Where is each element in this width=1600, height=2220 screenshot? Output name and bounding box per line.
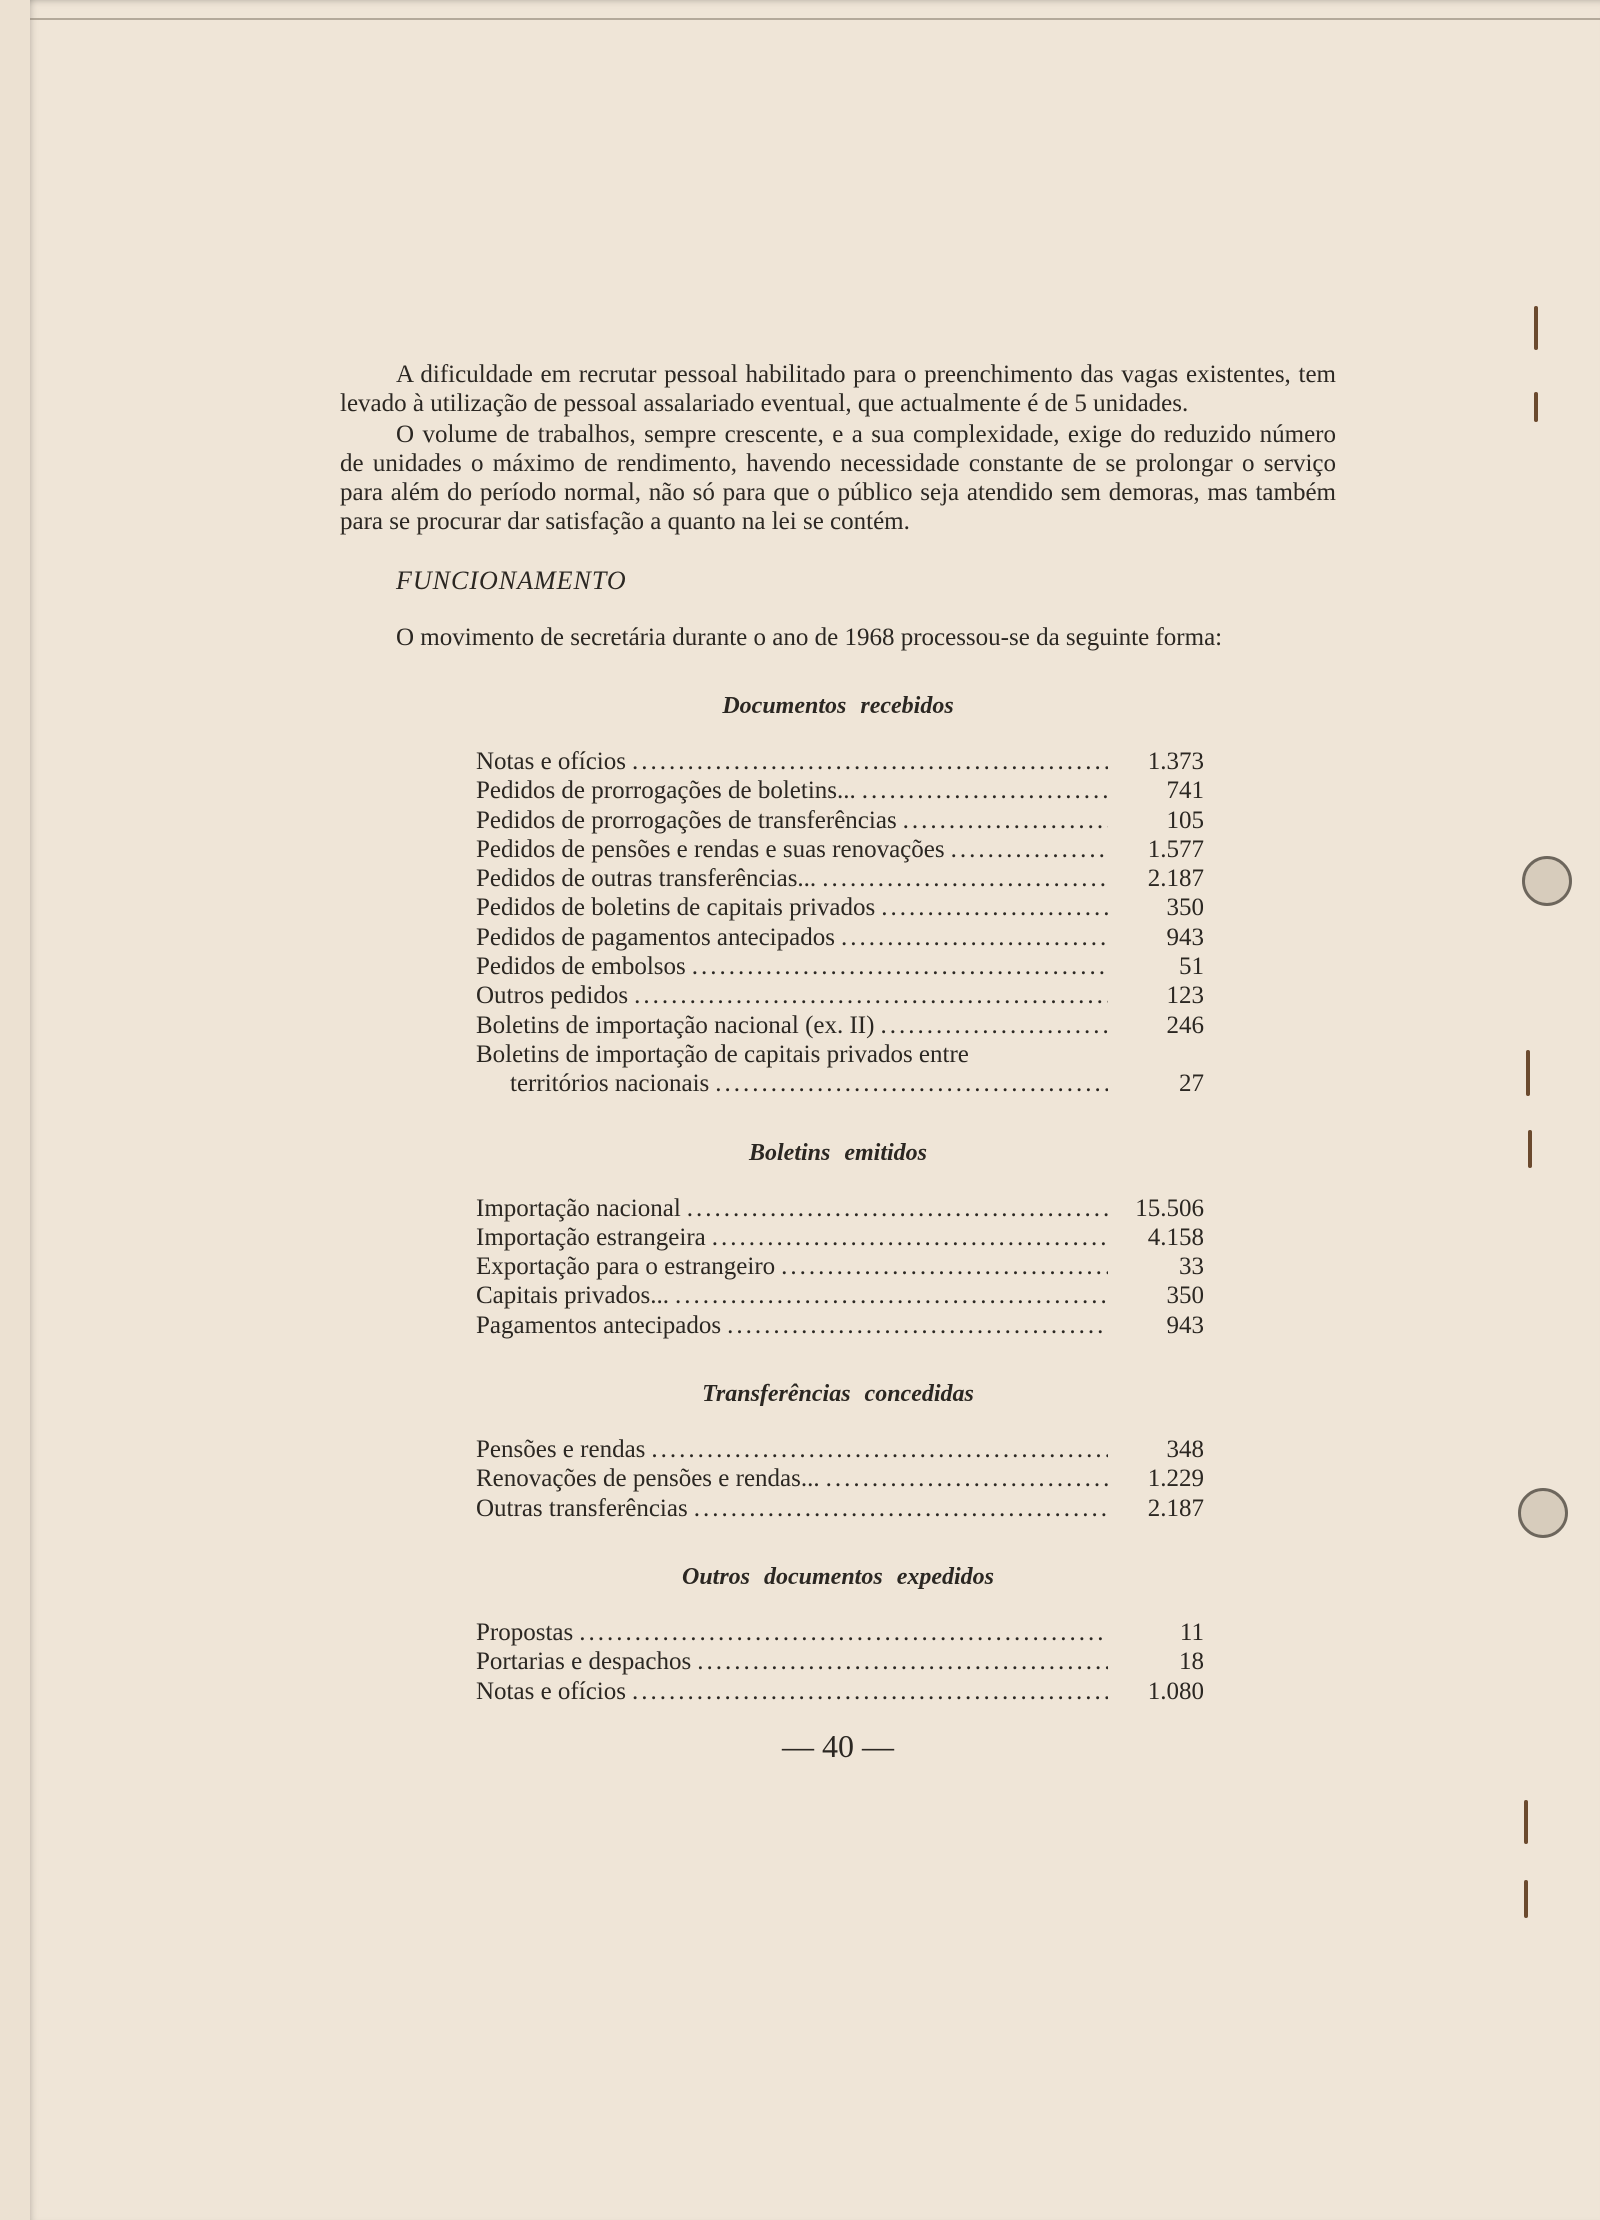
item-value: 2.187 <box>1147 1494 1204 1522</box>
leader-dots <box>781 1252 1108 1281</box>
item-value: 350 <box>1166 1282 1204 1310</box>
list-item <box>476 1647 1204 1676</box>
item-value: 741 <box>1166 777 1204 805</box>
section-title: Transferências concedidas <box>702 1381 974 1408</box>
list-item <box>476 923 1204 952</box>
item-label: Pedidos de outras transferências... <box>476 865 817 893</box>
list-item <box>476 1252 1204 1281</box>
list-item <box>476 1464 1204 1493</box>
list-item <box>476 806 1204 835</box>
item-value: 1.080 <box>1147 1677 1204 1705</box>
item-value: 943 <box>1166 1311 1204 1339</box>
leader-dots <box>632 1677 1108 1706</box>
leader-dots <box>692 952 1108 981</box>
list-item <box>476 864 1204 893</box>
item-value: 246 <box>1166 1011 1204 1039</box>
section-title: Documentos recebidos <box>722 693 954 719</box>
section-outros-documentos-expedidos <box>340 1563 1336 1706</box>
item-label: Pedidos de prorrogações de transferências <box>476 806 897 834</box>
item-label: Capitais privados... <box>476 1282 670 1310</box>
binder-hole-icon <box>1522 856 1572 906</box>
item-label: Pedidos de pagamentos antecipados <box>476 923 835 951</box>
item-label: Notas e ofícios <box>476 748 626 775</box>
list-item <box>476 1435 1204 1464</box>
leader-dots <box>634 981 1108 1010</box>
item-value: 33 <box>1179 1253 1204 1281</box>
page-number: — 40 — <box>782 1727 894 1764</box>
item-label: Propostas <box>476 1618 574 1646</box>
item-label: Pedidos de pensões e rendas e suas renovações <box>476 835 945 863</box>
item-value: 943 <box>1166 923 1204 951</box>
item-value: 27 <box>1179 1070 1204 1098</box>
list-item <box>476 776 1204 805</box>
item-value: 123 <box>1166 982 1204 1010</box>
leader-dots <box>727 1311 1108 1340</box>
leader-dots <box>880 1011 1108 1040</box>
section-heading: FUNCIONAMENTO <box>396 566 627 595</box>
list-item-wrapped-second-line <box>476 1069 1204 1098</box>
item-label: Pensões e rendas <box>476 1436 646 1464</box>
entry-list <box>476 1435 1204 1523</box>
binder-hole-icon <box>1518 1488 1568 1538</box>
list-item-wrapped-first-line <box>476 1040 1204 1069</box>
leader-dots <box>697 1647 1108 1676</box>
item-value: 2.187 <box>1147 865 1204 893</box>
list-item <box>476 1281 1204 1310</box>
leader-dots <box>632 747 1108 776</box>
leader-dots <box>712 1223 1108 1252</box>
item-label: Renovações de pensões e rendas... <box>476 1465 820 1493</box>
item-label: Pedidos de embolsos <box>476 953 686 981</box>
section-transferencias-concedidas <box>340 1380 1336 1523</box>
section-title: Outros documentos expedidos <box>681 1563 994 1590</box>
staple-mark-icon <box>1526 1050 1530 1096</box>
list-item <box>476 1677 1204 1706</box>
intro-paragraph: O movimento de secretária durante o ano de 1968 processou-se da seguinte forma: <box>396 624 1223 651</box>
item-label: Importação nacional <box>476 1194 681 1222</box>
leader-dots <box>903 806 1108 835</box>
staple-mark-icon <box>1524 1800 1528 1844</box>
leader-dots <box>822 864 1108 893</box>
leader-dots <box>841 923 1108 952</box>
item-value: 105 <box>1166 806 1204 834</box>
list-item <box>476 952 1204 981</box>
item-label: Boletins de importação de capitais privados entre <box>476 1040 969 1068</box>
leader-dots <box>694 1494 1108 1523</box>
item-value: 1.577 <box>1147 835 1204 863</box>
list-item <box>476 1618 1204 1647</box>
paragraph: O volume de trabalhos, sempre crescente, e a sua complexidade, exige do reduzido número de unidades o máximo de rendimento, havendo necessidade constante de se prolongar o serviço para além do período normal, não só para que o público seja atendido sem demoras, mas também para se procurar dar satisfação a quanto na lei se contém. <box>340 421 1336 535</box>
item-label: Importação estrangeira <box>476 1223 706 1251</box>
list-item <box>476 1011 1204 1040</box>
item-value: 15.506 <box>1135 1194 1204 1222</box>
staple-mark-icon <box>1528 1130 1532 1168</box>
item-label: Outros pedidos <box>476 982 629 1010</box>
item-label: Outras transferências <box>476 1494 688 1522</box>
item-label: Portarias e despachos <box>476 1648 692 1676</box>
leader-dots <box>826 1464 1108 1493</box>
section-title: Boletins emitidos <box>748 1139 927 1166</box>
entry-list <box>476 1194 1204 1340</box>
list-item <box>476 1194 1204 1223</box>
leader-dots <box>651 1435 1108 1464</box>
leader-dots <box>881 893 1108 922</box>
item-value: 348 <box>1166 1436 1204 1464</box>
leader-dots <box>862 776 1108 805</box>
entry-list <box>476 1618 1204 1706</box>
item-label: Notas e ofícios <box>476 1677 626 1705</box>
leader-dots <box>687 1194 1108 1223</box>
item-value: 11 <box>1179 1618 1204 1646</box>
item-label: Exportação para o estrangeiro <box>476 1253 776 1281</box>
list-item <box>476 981 1204 1010</box>
paragraph: A dificuldade em recrutar pessoal habilitado para o preenchimento das vagas existentes, tem levado à utilização de pessoal assalariado eventual, que actualmente é de 5 unidades. <box>340 361 1336 417</box>
item-value: 1.373 <box>1147 748 1204 775</box>
page-top-edge <box>30 18 1600 20</box>
staple-mark-icon <box>1534 306 1538 350</box>
item-label: Pedidos de boletins de capitais privados <box>476 894 876 922</box>
leader-dots <box>675 1281 1108 1310</box>
list-item <box>476 1494 1204 1523</box>
item-value: 51 <box>1179 953 1204 981</box>
item-value: 18 <box>1179 1648 1204 1676</box>
item-value: 350 <box>1166 894 1204 922</box>
leader-dots <box>951 835 1108 864</box>
item-value: 4.158 <box>1147 1223 1204 1251</box>
item-label: Pedidos de prorrogações de boletins... <box>476 777 856 805</box>
list-item <box>476 747 1204 776</box>
list-item <box>476 893 1204 922</box>
item-label: territórios nacionais <box>510 1070 710 1098</box>
leader-dots <box>715 1069 1108 1098</box>
list-item <box>476 1223 1204 1252</box>
document-body <box>340 360 1336 1764</box>
item-label: Pagamentos antecipados <box>476 1311 722 1339</box>
item-value: 1.229 <box>1147 1465 1204 1493</box>
list-item <box>476 835 1204 864</box>
section-boletins-emitidos <box>340 1139 1336 1340</box>
item-label: Boletins de importação nacional (ex. II) <box>476 1011 875 1039</box>
list-item <box>476 1311 1204 1340</box>
section-documentos-recebidos <box>340 692 1336 1099</box>
leader-dots <box>579 1618 1108 1647</box>
entry-list <box>476 747 1204 1099</box>
staple-mark-icon <box>1524 1880 1528 1918</box>
staple-mark-icon <box>1534 392 1538 422</box>
